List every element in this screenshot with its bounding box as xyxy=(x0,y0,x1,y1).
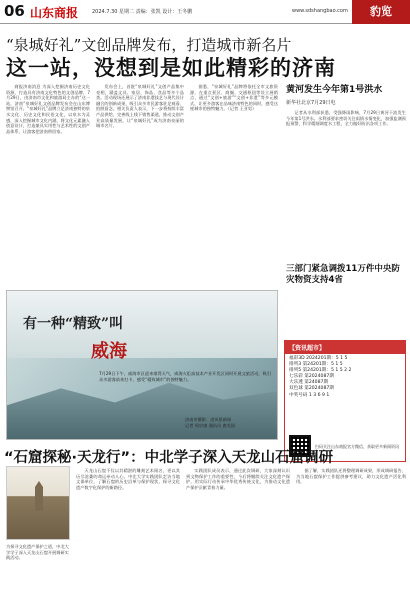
feature-paragraph: 实践团队成员表示，通过此次调研，大家深刻认识到文物保护工作的重要性，今后将继续关注文化遗产保护，用实际行动传承中华优秀传统文化，为推动文化遗产保护贡献青春力量。 xyxy=(186,468,290,490)
photo-caption: 为探寻文化遗产保护之道，中北大学学子深入天龙山石窟开展调研实践活动。 xyxy=(6,544,69,561)
feature-column-3 xyxy=(296,468,406,596)
flood-headline: 黄河发生今年第1号洪水 xyxy=(286,85,383,95)
info-line: 排列3 第24201期：5 1 5 xyxy=(289,362,343,368)
qr-caption: 扫码关注山东商报官方微信，获取更多新闻资讯 xyxy=(315,443,399,449)
page-number: 06 xyxy=(4,2,25,20)
lead-paragraph: 发布会上，首批“泉城好礼”文创产品集中亮相，涵盖文具、家居、饰品、食品等多个品类。活动现场还展示了济南非遗技艺与现代设计融合的创新成果，吸引众多市民游客驻足观看、拍照留念。相关负责人表示，下一步将持续丰富产品供给，完善线上线下销售渠道，推动文创产业高质量发展，让“泉城好礼”成为济南亮丽的城市名片。 xyxy=(96,84,184,129)
info-box-lines xyxy=(285,354,405,401)
feature-paragraph: 天龙山石窟不仅以其精湛的雕刻艺术闻名，更以其历尽沧桑的命运牵动人心。中北大学实践团队走访当地文保单位，了解石窟的历史沿革与保护现状，探寻文化遗产数字化保护的新路径。 xyxy=(76,468,180,490)
ad-credit-line: 济南市摄影：进风景新闻 xyxy=(185,417,232,422)
relief-headline: 三部门紧急调拨11万件中央防灾物资支持4省 xyxy=(286,264,400,285)
paper-name: 山东商报 xyxy=(30,6,79,20)
info-box xyxy=(284,340,406,462)
flood-news-box xyxy=(286,82,406,258)
info-line: 大乐透 第24087期 xyxy=(289,380,329,386)
feature-column-1 xyxy=(76,468,180,596)
weihai-ad xyxy=(6,290,278,440)
issue-info: 2024.7.30 星期二 责编：张凯 设计：王冬鹏 xyxy=(92,9,193,15)
lead-column-3 xyxy=(190,84,278,284)
lead-kicker: “泉城好礼”文创品牌发布，打造城市新名片 xyxy=(6,36,292,54)
info-line: 双色球 第2024087期 xyxy=(289,386,334,392)
ad-title: 有一种“精致”叫 xyxy=(23,316,124,332)
lead-column-1 xyxy=(6,84,90,284)
feature-paragraph: 据了解，实践团队还将整理调研成果，形成调研报告，为当地石窟保护工作提供参考建议，助力文化遗产活化利用。 xyxy=(296,468,406,485)
feature-photo xyxy=(6,466,70,540)
ad-coastline-image xyxy=(7,383,277,439)
info-line: 福彩3D 2024201期：5 1 5 xyxy=(289,356,348,361)
ad-credit xyxy=(185,417,235,429)
ad-text: 7月29日下午，威海市区迎来难得天气，威海火炬高技术产业开发区同时开展文旅活动，吸引众多游客前来打卡，感受“精致城市”的独特魅力。 xyxy=(99,371,271,382)
flood-byline: 新华社北京7月29日电 xyxy=(286,100,336,106)
flood-paragraph: 记者从水利部获悉，受强降雨影响，7月29日黄河干流发生今年第1号洪水。水利部要求密切关注雨情水情变化，加强监测预报预警，科学精细调度水工程，全力做好防汛各项工作。 xyxy=(286,110,406,127)
page-header xyxy=(0,0,410,24)
info-line: 七乐彩 第2024087期 xyxy=(289,374,334,380)
info-line: 中奖号码 1 3 6 9 1 xyxy=(289,392,330,398)
website-url: www.sdshangbao.com xyxy=(292,8,348,14)
ad-credit-line: 记者 周宗康 通讯员 唐美国 xyxy=(185,422,236,428)
lead-column-2 xyxy=(96,84,184,284)
info-line: 排列5 第24201期：5 1 5 2 2 xyxy=(289,368,352,374)
lead-headline: 这一站，没想到是如此精彩的济南 xyxy=(6,56,336,80)
pagoda-image xyxy=(29,481,49,511)
lead-paragraph: 商报济南消息 为深入挖掘济南历史文化资源，打造具有济南文化特色的文创品牌，7月29日，由济南市文化和旅游局主办的“这一站，济南”泉城好礼文创品牌发布会在山东博物馆召开。“泉城好礼”品牌立足济南独特的泉水文化、历史文化和民俗文化，以泉水为灵感，深入挖掘城市文化内涵，将文化元素融入创意设计，打造兼具实用性与艺术性的文创产品体系，让游客把济南带回家。 xyxy=(6,84,90,134)
flood-body xyxy=(286,110,406,250)
ad-subtitle: 威海 xyxy=(91,341,127,362)
feature-headline: “石窟探秘·天龙行”：中北学子深入天龙山石窟调研 xyxy=(4,450,334,466)
info-box-title: 【资讯超市】 xyxy=(285,341,405,354)
lead-paragraph: 据悉，“泉城好礼”品牌将依托全市文旅资源，在重点景区、商圈、交通枢纽等设立展销点，通过“文创+旅游”“文创+非遗”等多元模式，让更多游客在品味济南特色的同时，感受这座城市的独特魅力。（记者 王亚男） xyxy=(190,84,278,112)
feature-column-2 xyxy=(186,468,290,596)
section-logo: 豹览 xyxy=(352,0,410,24)
